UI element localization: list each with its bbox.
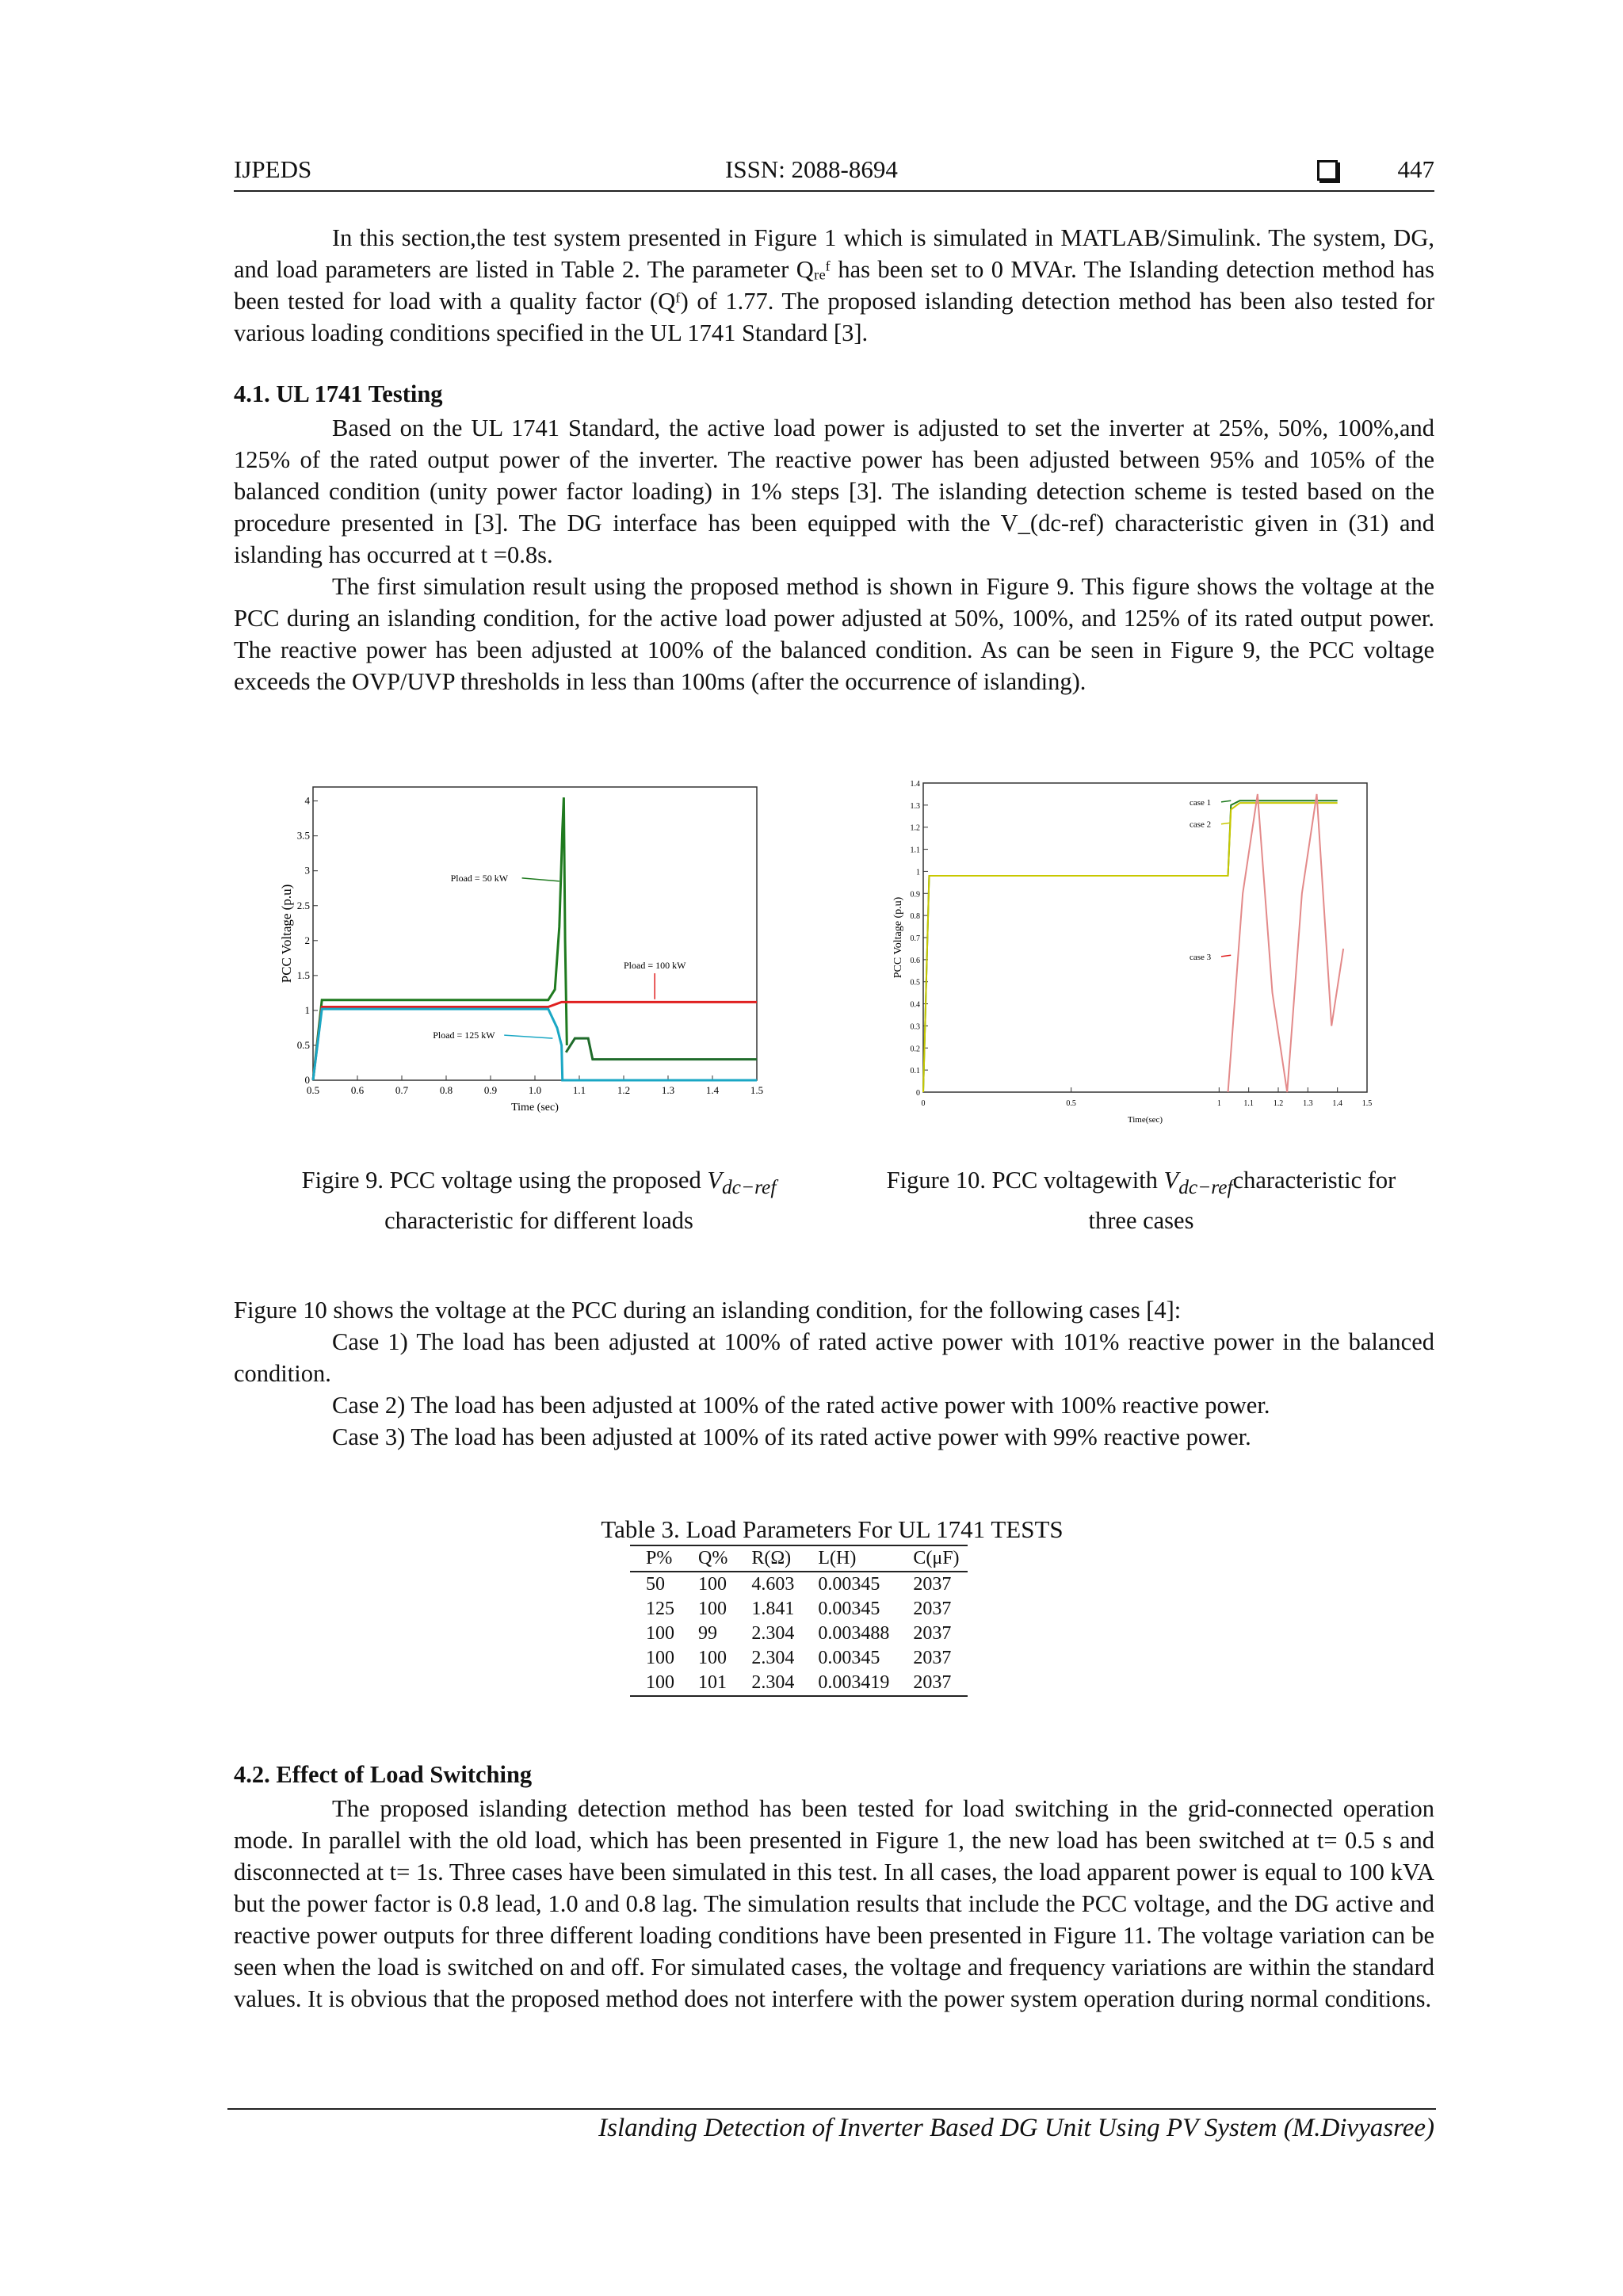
journal-name: IJPEDS <box>234 155 312 183</box>
table-row <box>630 1597 968 1622</box>
annotation-label: case 1 <box>1190 797 1212 808</box>
table-row <box>630 1671 968 1696</box>
y-tick-label: 1.4 <box>910 780 920 789</box>
figure-9-caption-text: Figire 9. PCC voltage using the proposed <box>301 1167 708 1194</box>
y-tick-label: 0.2 <box>910 1045 920 1054</box>
y-tick-label: 3.5 <box>296 829 310 842</box>
annotation-label: case 2 <box>1190 819 1212 830</box>
table-cell: 1.841 <box>751 1599 795 1619</box>
section-4-2-paragraph: The proposed islanding detection method has been tested for load switching in the grid-connected operation mode. In parallel with the old load, which has been presented in Figure 1, the new load has been switched at t= 0.5 s and disconnected at t= 1s. Three cases have been simulated in this test. In all cases, the load apparent power is equal to 100 kVA but the power factor is 0.8 lead, 1.0 and 0.8 lag. The simulation results that include the PCC voltage, and the DG active and reactive power outputs for three different loading conditions have been presented in Figure 11. The voltage variation can be seen when the load is switched on and off. For simulated cases, the voltage and frequency variations are within the standard values. It is obvious that the proposed method does not interfere with the power system operation during normal conditions. <box>234 1795 1434 2012</box>
table-cell: 2037 <box>897 1671 967 1696</box>
page-number: 447 <box>1397 155 1434 183</box>
table-cell: 2037 <box>913 1623 952 1644</box>
y-tick-label: 0.7 <box>910 934 920 943</box>
y-tick-label: 3 <box>304 864 310 877</box>
x-tick-label: 1.2 <box>1273 1099 1284 1108</box>
page-header <box>234 155 1434 192</box>
figure-9-chart <box>269 775 777 1124</box>
table-header-cell: Q% <box>682 1545 735 1572</box>
table-header-cell: L(H) <box>802 1545 897 1572</box>
x-tick-label: 0.7 <box>395 1084 409 1096</box>
section-4-1-paragraph-1: Based on the UL 1741 Standard, the active load power is adjusted to set the inverter at 25%, 50%, 100%,and 125% of the rated output power of the inverter. The reactive power has been adjusted between 95% and 105% of the balanced condition (unity power factor loading) in 1% steps [3]. The islanding detection scheme is tested based on the procedure presented in [3]. The DG interface has been equipped with the V_(dc-ref) characteristic given in (31) and islanding has occurred at t =0.8s. <box>234 415 1434 568</box>
x-tick-label: 1.1 <box>1243 1099 1254 1108</box>
y-tick-label: 1 <box>304 1003 310 1016</box>
x-tick-label: 1.3 <box>1303 1099 1313 1108</box>
y-tick-label: 1.2 <box>910 823 920 833</box>
table-row <box>630 1622 968 1646</box>
y-tick-label: 0.3 <box>910 1022 920 1032</box>
table-cell: 50 <box>646 1574 665 1595</box>
case-2-text: Case 2) The load has been adjusted at 100% of the rated active power with 100% reactive power. <box>332 1392 1270 1419</box>
table-cell: 100 <box>630 1671 682 1696</box>
figure-9-caption-math-sub: dc−ref <box>721 1176 777 1199</box>
table-cell: 0.003488 <box>818 1623 890 1644</box>
y-tick-label: 1.1 <box>910 846 920 855</box>
y-tick-label: 0 <box>304 1074 310 1086</box>
figure-10-caption-text: Figure 10. PCC voltagewith <box>886 1167 1164 1194</box>
x-tick-label: 1 <box>1216 1099 1221 1108</box>
figure-10-caption <box>840 1163 1442 1237</box>
table-cell: 2037 <box>913 1648 952 1668</box>
annotation-label: Pload = 100 kW <box>624 960 686 972</box>
section-4-1-paragraph-2: The first simulation result using the proposed method is shown in Figure 9. This figure shows the voltage at the PCC during an islanding condition, for the active load power adjusted at 50%, 100%, and 125% of its rated output power. The reactive power has been adjusted at 100% of the balanced condition. As can be seen in Figure 9, the PCC voltage exceeds the OVP/UVP thresholds in less than 100ms (after the occurrence of islanding). <box>234 573 1434 695</box>
x-tick-label: 0.8 <box>439 1084 453 1096</box>
table-row <box>630 1572 968 1597</box>
table-cell: 2037 <box>913 1599 952 1619</box>
annotation-label: Pload = 50 kW <box>450 872 509 884</box>
footer-rule <box>227 2108 1436 2110</box>
x-tick-label: 1.0 <box>528 1084 542 1096</box>
x-tick-label: 1.5 <box>1361 1099 1373 1108</box>
checkbox-square-icon <box>1317 160 1338 181</box>
figure-10-caption-math-sub: dc−ref <box>1178 1176 1233 1199</box>
y-tick-label: 0.5 <box>910 978 920 988</box>
y-tick-label: 1.3 <box>910 801 920 811</box>
x-tick-label: 1.3 <box>661 1084 675 1096</box>
table-3 <box>630 1545 968 1697</box>
table-cell: 100 <box>698 1574 727 1595</box>
figure-10-caption-suffix: characteristic for <box>1232 1167 1396 1194</box>
figure-10-chart <box>892 775 1387 1140</box>
table-3-title: Table 3. Load Parameters For UL 1741 TESTS <box>601 1515 1064 1543</box>
y-tick-label: 2.5 <box>296 899 310 911</box>
figure-10-caption-line-2: three cases <box>1088 1207 1194 1235</box>
y-tick-label: 0.9 <box>910 890 920 900</box>
case-1-text: Case 1) The load has been adjusted at 100% of rated active power with 101% reactive power in the balanced condition. <box>234 1328 1434 1387</box>
table-cell: 100 <box>646 1648 674 1668</box>
x-tick-label: 0.9 <box>483 1084 498 1096</box>
table-cell: 2.304 <box>751 1648 795 1668</box>
figure-10-caption-math <box>1163 1167 1233 1199</box>
case-3-text: Case 3) The load has been adjusted at 100% of its rated active power with 99% reactive power. <box>332 1423 1251 1450</box>
y-tick-label: 1 <box>916 868 920 877</box>
figure-9-caption-line-2: characteristic for different loads <box>384 1207 693 1235</box>
y-tick-label: 1.5 <box>296 968 310 981</box>
x-tick-label: 1.4 <box>705 1084 720 1096</box>
table-row <box>630 1646 968 1671</box>
y-axis-label: PCC Voltage (p.u) <box>892 896 904 979</box>
section-4-1-title: 4.1. UL 1741 Testing <box>234 380 443 407</box>
x-axis-label: Time (sec) <box>511 1102 559 1114</box>
x-tick-label: 0.5 <box>306 1084 320 1096</box>
table-cell: 2037 <box>913 1574 952 1595</box>
section-4-2-title: 4.2. Effect of Load Switching <box>234 1761 533 1788</box>
y-tick-label: 0 <box>916 1089 920 1098</box>
y-tick-label: 0.8 <box>910 912 920 922</box>
y-tick-label: 2 <box>304 934 310 946</box>
issn: ISSN: 2088-8694 <box>725 155 898 183</box>
y-tick-label: 0.6 <box>910 956 920 965</box>
figure-10-caption-math-v: V <box>1163 1167 1179 1194</box>
figure-9-caption <box>238 1163 840 1237</box>
table-cell: 2.304 <box>735 1671 802 1696</box>
table-header-row <box>630 1545 968 1572</box>
annotation-label: Pload = 125 kW <box>433 1030 495 1041</box>
y-tick-label: 4 <box>304 794 310 807</box>
figure-10-intro: Figure 10 shows the voltage at the PCC during an islanding condition, for the following cases [4]: <box>234 1297 1182 1324</box>
x-tick-label: 0.6 <box>350 1084 365 1096</box>
table-cell: 101 <box>682 1671 735 1696</box>
running-title: Islanding Detection of Inverter Based DG Unit Using PV System (M.Divyasree) <box>598 2114 1434 2142</box>
plot-area <box>313 787 757 1080</box>
table-cell: 2.304 <box>751 1623 795 1644</box>
x-tick-label: 1.1 <box>572 1084 586 1096</box>
table-cell: 0.00345 <box>818 1599 880 1619</box>
x-tick-label: 1.2 <box>617 1084 631 1096</box>
figure-9-caption-math-v: V <box>707 1167 722 1194</box>
table-cell: 99 <box>698 1623 717 1644</box>
intro-paragraph: In this section,the test system presented in Figure 1 which is simulated in MATLAB/Simulink. The system, DG, and load parameters are listed in Table 2. The parameter Qᵣₑᶠ has been set to 0 MVAr. The Islanding detection method has been tested for load with a quality factor (Qᶠ) of 1.77. The proposed islanding detection method has been also tested for various loading conditions specified in the UL 1741 Standard [3]. <box>234 224 1434 346</box>
y-tick-label: 0.5 <box>296 1038 310 1051</box>
figure-9-caption-math <box>707 1167 777 1199</box>
y-tick-label: 0.4 <box>910 1000 920 1010</box>
table-cell: 100 <box>646 1623 674 1644</box>
table-header-cell: R(Ω) <box>735 1545 802 1572</box>
table-cell: 125 <box>646 1599 674 1619</box>
table-cell: 100 <box>698 1648 727 1668</box>
table-cell: 0.00345 <box>818 1648 880 1668</box>
x-tick-label: 1.5 <box>750 1084 764 1096</box>
annotation-label: case 3 <box>1190 952 1212 962</box>
table-cell: 100 <box>698 1599 727 1619</box>
x-tick-label: 1.4 <box>1332 1099 1342 1108</box>
table-cell: 4.603 <box>751 1574 795 1595</box>
figure-9 <box>269 775 777 1124</box>
x-tick-label: 0 <box>921 1099 926 1108</box>
y-axis-label: PCC Voltage (p.u) <box>279 884 294 984</box>
plot-area <box>923 783 1367 1092</box>
y-tick-label: 0.1 <box>910 1067 920 1076</box>
table-cell: 0.003419 <box>802 1671 897 1696</box>
table-cell: 0.00345 <box>818 1574 880 1595</box>
x-tick-label: 0.5 <box>1066 1099 1076 1108</box>
x-axis-label: Time(sec) <box>1127 1115 1163 1125</box>
table-header-cell: P% <box>630 1545 682 1572</box>
figure-10 <box>892 775 1387 1140</box>
table-header-cell: C(μF) <box>897 1545 967 1572</box>
